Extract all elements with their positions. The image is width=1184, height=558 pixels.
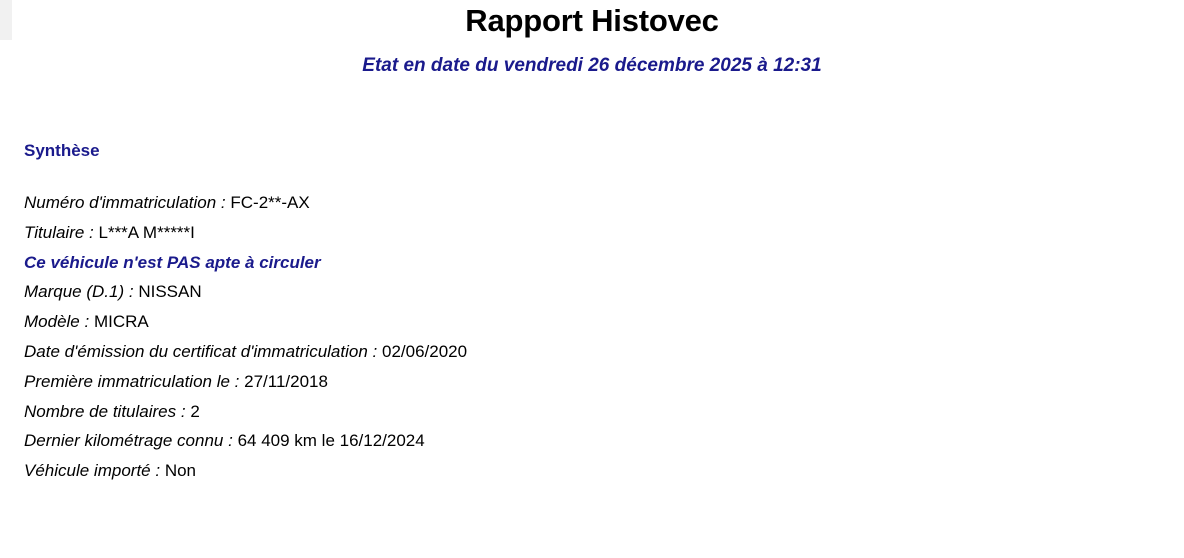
field-value: 2 (190, 401, 200, 421)
field-vehicule-importe (24, 456, 1160, 486)
field-value: Non (164, 461, 196, 481)
field-premiere-immatriculation (24, 367, 1160, 397)
field-label: Dernier kilométrage connu : (24, 431, 233, 451)
field-value: 02/06/2020 (381, 341, 468, 361)
roadworthiness-statement (24, 248, 1160, 278)
field-label: Première immatriculation le : (24, 371, 240, 391)
field-date-emission-certificat (24, 337, 1160, 367)
field-value: 64 409 km le 16/12/2024 (237, 431, 425, 451)
field-label: Véhicule importé : (24, 461, 161, 481)
statement-text: Ce véhicule n'est PAS apte à circuler (24, 252, 321, 272)
page-title: Rapport Histovec (465, 3, 719, 38)
field-nombre-titulaires (24, 397, 1160, 427)
field-value: MICRA (93, 312, 149, 332)
field-immatriculation (24, 188, 1160, 218)
synthese-field-list (24, 162, 1160, 486)
section-heading-synthese: Synthèse (24, 141, 100, 160)
report-date-subtitle: Etat en date du vendredi 26 décembre 2025 à 12:31 (362, 55, 822, 76)
field-value: NISSAN (138, 282, 202, 302)
field-label: Date d'émission du certificat d'immatriculation : (24, 341, 378, 361)
field-marque (24, 277, 1160, 307)
field-label: Marque (D.1) : (24, 282, 134, 302)
field-titulaire (24, 218, 1160, 248)
field-label: Titulaire : (24, 222, 94, 242)
field-label: Modèle : (24, 312, 90, 332)
field-label: Nombre de titulaires : (24, 401, 186, 421)
field-value: 27/11/2018 (244, 371, 328, 391)
field-label: Numéro d'immatriculation : (24, 193, 226, 212)
field-dernier-kilometrage (24, 426, 1160, 456)
field-value: L***A M*****I (98, 222, 195, 242)
field-value: FC-2**-AX (230, 193, 310, 212)
field-modele (24, 307, 1160, 337)
